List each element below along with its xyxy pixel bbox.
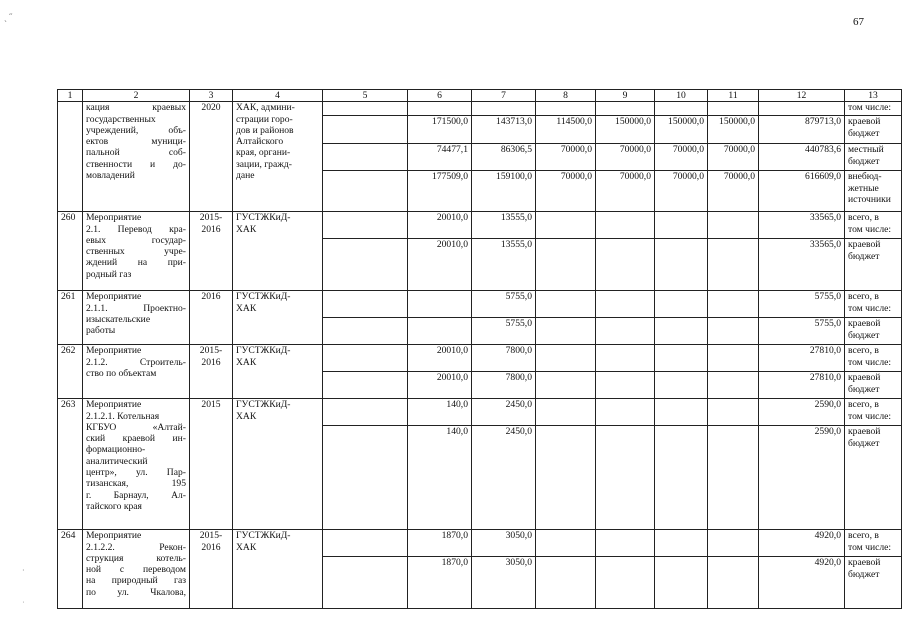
amount-cell	[708, 557, 759, 609]
amount-cell	[536, 291, 596, 318]
funding-source-line: бюджет	[848, 437, 880, 449]
column-5-cell	[323, 212, 408, 239]
amount-cell	[708, 399, 759, 426]
funding-source	[845, 144, 902, 171]
amount-cell	[708, 530, 759, 557]
amount-cell: 27810,0	[759, 372, 845, 399]
funding-source-line: краевой	[848, 239, 881, 251]
column-header: 4	[233, 90, 323, 102]
amount-cell: 70000,0	[708, 171, 759, 212]
amount-cell: 20010,0	[408, 345, 472, 372]
amount-cell: 140,0	[408, 426, 472, 530]
measure-name	[83, 291, 190, 345]
funding-source	[845, 171, 902, 212]
funding-source-line: краевой	[848, 318, 881, 330]
measure-name-line: Мероприятие	[86, 399, 142, 411]
funding-source	[845, 291, 902, 318]
funding-source-line: краевой	[848, 426, 881, 438]
measure-name	[83, 345, 190, 399]
amount-cell: 7800,0	[472, 372, 536, 399]
amount-cell: 440783,6	[759, 144, 845, 171]
amount-cell	[536, 372, 596, 399]
amount-cell: 159100,0	[472, 171, 536, 212]
funding-source-line: источники	[848, 193, 891, 205]
measure-name-line: работы	[86, 325, 116, 337]
measure-name-line: ство по объектам	[86, 367, 157, 379]
amount-cell	[596, 318, 655, 345]
funding-source	[845, 102, 902, 116]
amount-cell: 150000,0	[708, 116, 759, 144]
measure-name-line: 2.1.2.2. Рекон-	[86, 541, 186, 553]
amount-cell: 2590,0	[759, 426, 845, 530]
executor-line: ХАК	[236, 356, 257, 368]
table-row	[58, 399, 902, 426]
measure-name-line: г. Барнаул, Ал-	[86, 489, 186, 501]
executor-line: ГУСТЖКиД-	[236, 399, 291, 411]
executor-line: края, органи-	[236, 147, 291, 159]
period-line: 2016	[201, 356, 221, 368]
scan-corner-mark: ˏ ˝	[4, 12, 13, 22]
period-line: 2020	[201, 102, 221, 114]
column-header: 2	[83, 90, 190, 102]
measure-name-line: учреждений, объ-	[86, 124, 186, 136]
amount-cell	[596, 102, 655, 116]
measure-name-line: мовладений	[86, 170, 135, 182]
period-line: 2015-	[199, 212, 223, 224]
funding-source	[845, 372, 902, 399]
executor-line: ХАК	[236, 302, 257, 314]
funding-source	[845, 426, 902, 530]
amount-cell: 70000,0	[655, 144, 708, 171]
executor-line: дане	[236, 170, 255, 182]
column-header: 8	[536, 90, 596, 102]
funding-source-line: всего, в	[848, 399, 879, 411]
amount-cell	[408, 291, 472, 318]
amount-cell: 20010,0	[408, 239, 472, 291]
funding-source	[845, 345, 902, 372]
column-5-cell	[323, 116, 408, 144]
amount-cell: 171500,0	[408, 116, 472, 144]
measure-name-line: Мероприятие	[86, 530, 142, 542]
executor-line: зации, гражд-	[236, 158, 292, 170]
amount-cell: 114500,0	[536, 116, 596, 144]
executor-line: ГУСТЖКиД-	[236, 291, 291, 303]
column-5-cell	[323, 291, 408, 318]
amount-cell: 1870,0	[408, 530, 472, 557]
measure-name-line: струкция котель-	[86, 552, 186, 564]
measure-name-line: кация краевых	[86, 102, 186, 114]
table-row	[58, 291, 902, 318]
amount-cell	[708, 426, 759, 530]
period-line: 2015-	[199, 345, 223, 357]
column-header: 5	[323, 90, 408, 102]
amount-cell: 33565,0	[759, 239, 845, 291]
amount-cell	[708, 212, 759, 239]
amount-cell: 70000,0	[536, 171, 596, 212]
table-row	[58, 530, 902, 557]
amount-cell	[655, 372, 708, 399]
amount-cell: 3050,0	[472, 557, 536, 609]
amount-cell	[759, 102, 845, 116]
measure-name-line: тизанская, 195	[86, 478, 186, 490]
amount-cell	[536, 239, 596, 291]
amount-cell	[596, 426, 655, 530]
amount-cell	[596, 557, 655, 609]
measure-name-line: аналитический	[86, 455, 148, 467]
amount-cell	[708, 345, 759, 372]
funding-source	[845, 239, 902, 291]
funding-source-line: всего, в	[848, 291, 879, 303]
executor	[233, 530, 323, 609]
executor	[233, 212, 323, 291]
measure-name-line: формационно-	[86, 444, 146, 456]
amount-cell	[536, 530, 596, 557]
column-5-cell	[323, 372, 408, 399]
amount-cell	[708, 239, 759, 291]
measure-name-line: Мероприятие	[86, 345, 142, 357]
measure-name	[83, 530, 190, 609]
period-line: 2016	[201, 223, 221, 235]
amount-cell	[655, 212, 708, 239]
amount-cell	[655, 399, 708, 426]
amount-cell: 2590,0	[759, 399, 845, 426]
funding-source-line: бюджет	[848, 250, 880, 262]
amount-cell	[536, 426, 596, 530]
amount-cell: 150000,0	[596, 116, 655, 144]
row-number: 261	[58, 291, 83, 345]
funding-source-line: краевой	[848, 116, 881, 128]
amount-cell	[708, 291, 759, 318]
amount-cell	[708, 102, 759, 116]
amount-cell	[596, 530, 655, 557]
scan-edge-mark: ˙	[22, 600, 25, 609]
executor-line: ХАК	[236, 541, 257, 553]
amount-cell	[655, 291, 708, 318]
measure-name-line: родный газ	[86, 268, 132, 280]
funding-source-line: всего, в	[848, 212, 879, 224]
funding-source-line: местный	[848, 144, 884, 156]
funding-source	[845, 530, 902, 557]
row-number: 260	[58, 212, 83, 291]
period-years	[190, 399, 233, 530]
measure-name-line: евых государ-	[86, 234, 186, 246]
funding-source-line: внебюд-	[848, 171, 882, 183]
funding-source-line: том числе:	[848, 302, 892, 314]
measure-name-line: центр», ул. Пар-	[86, 467, 186, 479]
executor-line: ХАК	[236, 223, 257, 235]
amount-cell	[472, 102, 536, 116]
column-header: 13	[845, 90, 902, 102]
amount-cell	[708, 372, 759, 399]
amount-cell	[655, 102, 708, 116]
amount-cell: 5755,0	[759, 318, 845, 345]
measure-name-line: 2.1.1. Проектно-	[86, 302, 186, 314]
funding-source-line: том числе:	[848, 541, 892, 553]
column-header: 1	[58, 90, 83, 102]
column-header: 9	[596, 90, 655, 102]
amount-cell	[408, 102, 472, 116]
amount-cell	[708, 318, 759, 345]
amount-cell: 140,0	[408, 399, 472, 426]
amount-cell	[536, 345, 596, 372]
amount-cell: 70000,0	[708, 144, 759, 171]
amount-cell: 616609,0	[759, 171, 845, 212]
executor-line: Алтайского	[236, 136, 284, 148]
amount-cell: 1870,0	[408, 557, 472, 609]
period-years	[190, 345, 233, 399]
amount-cell: 86306,5	[472, 144, 536, 171]
row-number: 262	[58, 345, 83, 399]
amount-cell	[596, 372, 655, 399]
period-line: 2015-	[199, 530, 223, 542]
period-line: 2015	[201, 399, 221, 411]
measure-name-line: пальной соб-	[86, 147, 186, 159]
measure-name-line: Мероприятие	[86, 212, 142, 224]
amount-cell: 7800,0	[472, 345, 536, 372]
amount-cell: 33565,0	[759, 212, 845, 239]
amount-cell	[655, 239, 708, 291]
funding-source-line: бюджет	[848, 568, 880, 580]
funding-source-line: бюджет	[848, 127, 880, 139]
measure-name	[83, 102, 190, 212]
scan-edge-mark: ·	[22, 566, 25, 575]
amount-cell: 4920,0	[759, 530, 845, 557]
measure-name-line: Мероприятие	[86, 291, 142, 303]
column-5-cell	[323, 239, 408, 291]
amount-cell	[536, 557, 596, 609]
funding-source-line: том числе:	[848, 223, 892, 235]
measure-name-line: изыскательские	[86, 313, 151, 325]
table-row	[58, 345, 902, 372]
amount-cell: 74477,1	[408, 144, 472, 171]
amount-cell	[408, 318, 472, 345]
amount-cell	[536, 399, 596, 426]
column-5-cell	[323, 102, 408, 116]
amount-cell: 3050,0	[472, 530, 536, 557]
funding-source	[845, 212, 902, 239]
period-years	[190, 102, 233, 212]
amount-cell	[536, 318, 596, 345]
amount-cell	[655, 530, 708, 557]
executor	[233, 291, 323, 345]
period-years	[190, 291, 233, 345]
measure-name-line: ский краевой ин-	[86, 433, 186, 445]
amount-cell: 143713,0	[472, 116, 536, 144]
executor	[233, 399, 323, 530]
funding-source-line: жетные	[848, 182, 879, 194]
measure-name-line: тайского края	[86, 500, 142, 512]
column-header: 10	[655, 90, 708, 102]
row-number	[58, 102, 83, 212]
amount-cell: 70000,0	[596, 171, 655, 212]
amount-cell: 70000,0	[596, 144, 655, 171]
executor	[233, 345, 323, 399]
amount-cell: 5755,0	[759, 291, 845, 318]
measure-name-line: на природный газ	[86, 575, 186, 587]
table-row	[58, 212, 902, 239]
executor-line: ГУСТЖКиД-	[236, 212, 291, 224]
amount-cell: 70000,0	[536, 144, 596, 171]
column-5-cell	[323, 318, 408, 345]
executor-line: ХАК, админи-	[236, 102, 295, 114]
amount-cell: 2450,0	[472, 426, 536, 530]
amount-cell: 27810,0	[759, 345, 845, 372]
measure-name-line: государственных	[86, 113, 156, 125]
executor-line: дов и районов	[236, 124, 294, 136]
executor	[233, 102, 323, 212]
executor-line: ГУСТЖКиД-	[236, 530, 291, 542]
amount-cell: 20010,0	[408, 372, 472, 399]
measure-name-line: по ул. Чкалова,	[86, 586, 186, 598]
amount-cell	[536, 212, 596, 239]
measure-name-line: КГБУО «Алтай-	[86, 421, 186, 433]
amount-cell	[596, 291, 655, 318]
column-header: 3	[190, 90, 233, 102]
funding-source	[845, 318, 902, 345]
funding-source	[845, 557, 902, 609]
measure-name-line: 2.1. Перевод кра-	[86, 223, 186, 235]
column-5-cell	[323, 426, 408, 530]
period-line: 2016	[201, 291, 221, 303]
amount-cell	[596, 399, 655, 426]
period-years	[190, 212, 233, 291]
funding-source-line: бюджет	[848, 329, 880, 341]
measure-name	[83, 399, 190, 530]
amount-cell	[596, 239, 655, 291]
measure-name-line: 2.1.2. Строитель-	[86, 356, 186, 368]
amount-cell	[655, 318, 708, 345]
column-5-cell	[323, 557, 408, 609]
funding-source-line: том числе:	[848, 356, 892, 368]
executor-line: страции горо-	[236, 113, 293, 125]
amount-cell: 879713,0	[759, 116, 845, 144]
amount-cell: 2450,0	[472, 399, 536, 426]
measure-name-line: ждений на при-	[86, 257, 186, 269]
amount-cell: 177509,0	[408, 171, 472, 212]
funding-source	[845, 399, 902, 426]
column-header: 12	[759, 90, 845, 102]
funding-source-line: краевой	[848, 557, 881, 569]
amount-cell: 20010,0	[408, 212, 472, 239]
column-5-cell	[323, 171, 408, 212]
amount-cell: 150000,0	[655, 116, 708, 144]
funding-source-line: всего, в	[848, 530, 879, 542]
amount-cell: 13555,0	[472, 212, 536, 239]
amount-cell: 13555,0	[472, 239, 536, 291]
measure-name-line: ственных учре-	[86, 246, 186, 258]
row-number: 264	[58, 530, 83, 609]
budget-table	[57, 89, 902, 609]
amount-cell	[596, 345, 655, 372]
period-years	[190, 530, 233, 609]
funding-source-line: бюджет	[848, 383, 880, 395]
funding-source-line: краевой	[848, 372, 881, 384]
column-5-cell	[323, 399, 408, 426]
amount-cell	[596, 212, 655, 239]
measure-name-line: 2.1.2.1. Котельная	[86, 410, 160, 422]
column-5-cell	[323, 144, 408, 171]
page-number: 67	[853, 16, 864, 28]
executor-line: ГУСТЖКиД-	[236, 345, 291, 357]
amount-cell: 4920,0	[759, 557, 845, 609]
row-number: 263	[58, 399, 83, 530]
executor-line: ХАК	[236, 410, 257, 422]
funding-source-line: всего, в	[848, 345, 879, 357]
funding-source-line: том числе:	[848, 102, 892, 114]
column-header: 6	[408, 90, 472, 102]
funding-source-line: том числе:	[848, 410, 892, 422]
amount-cell: 5755,0	[472, 291, 536, 318]
amount-cell	[655, 557, 708, 609]
funding-source	[845, 116, 902, 144]
measure-name-line: ной с переводом	[86, 564, 186, 576]
column-header: 11	[708, 90, 759, 102]
column-5-cell	[323, 345, 408, 372]
measure-name-line: ектов муници-	[86, 136, 186, 148]
table-row	[58, 102, 902, 116]
amount-cell: 5755,0	[472, 318, 536, 345]
header-row	[58, 90, 902, 102]
amount-cell	[536, 102, 596, 116]
measure-name	[83, 212, 190, 291]
period-line: 2016	[201, 541, 221, 553]
amount-cell	[655, 426, 708, 530]
column-header: 7	[472, 90, 536, 102]
amount-cell	[655, 345, 708, 372]
funding-source-line: бюджет	[848, 155, 880, 167]
column-5-cell	[323, 530, 408, 557]
amount-cell: 70000,0	[655, 171, 708, 212]
measure-name-line: ственности и до-	[86, 158, 186, 170]
